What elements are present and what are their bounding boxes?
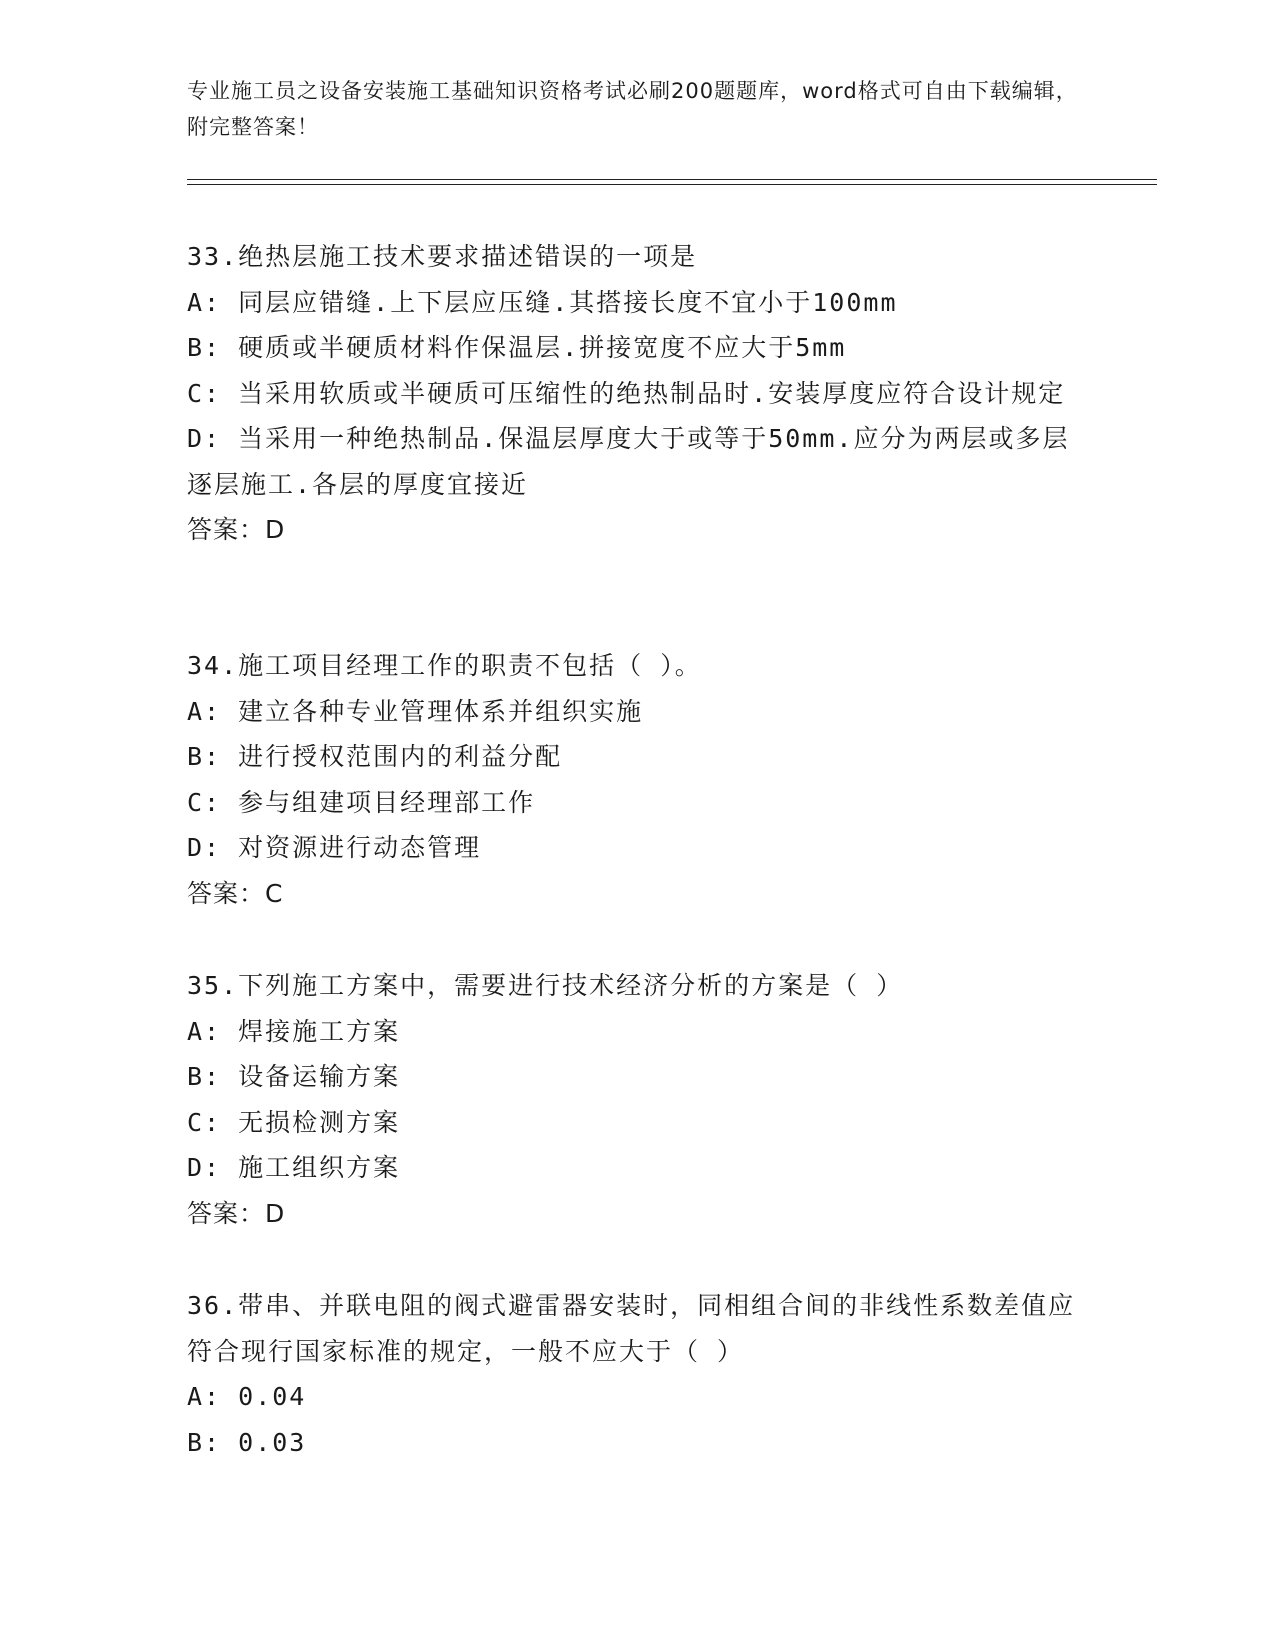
- answer: 答案：D: [187, 1198, 286, 1228]
- option-d: D: 施工组织方案: [187, 1153, 401, 1182]
- option-a: A: 焊接施工方案: [187, 1016, 401, 1046]
- option-a: A: 同层应错缝.上下层应压缝.其搭接长度不宜小于100mm: [187, 287, 898, 317]
- question-35: [187, 963, 1087, 1236]
- answer: 答案：C: [187, 878, 284, 908]
- question-stem: 36.带串、并联电阻的阀式避雷器安装时，同相组合间的非线性系数差值应符合现行国家标准的规定，一般不应大于（ ）: [187, 1291, 1076, 1366]
- option-b: B: 硬质或半硬质材料作保温层.拼接宽度不应大于5mm: [187, 333, 847, 362]
- document-header: 专业施工员之设备安装施工基础知识资格考试必刷200题题库，word格式可自由下载编辑，附完整答案！: [187, 79, 1078, 139]
- option-a: A: 0.04: [187, 1382, 307, 1411]
- header-divider-bottom: [187, 184, 1157, 185]
- option-b: B: 设备运输方案: [187, 1062, 401, 1091]
- option-d: D: 对资源进行动态管理: [187, 833, 482, 862]
- option-c: C: 无损检测方案: [187, 1107, 401, 1137]
- question-stem: 35.下列施工方案中，需要进行技术经济分析的方案是（ ）: [187, 971, 904, 1000]
- option-a: A: 建立各种专业管理体系并组织实施: [187, 696, 644, 726]
- option-b: B: 进行授权范围内的利益分配: [187, 742, 563, 771]
- question-stem: 33.绝热层施工技术要求描述错误的一项是: [187, 242, 698, 271]
- option-b: B: 0.03: [187, 1427, 307, 1457]
- question-34: [187, 643, 1087, 916]
- question-stem: 34.施工项目经理工作的职责不包括（ ）。: [187, 651, 702, 680]
- question-33: [187, 234, 1087, 553]
- header-divider-top: [187, 179, 1157, 180]
- option-c: C: 参与组建项目经理部工作: [187, 787, 536, 817]
- option-c: C: 当采用软质或半硬质可压缩性的绝热制品时.安装厚度应符合设计规定: [187, 378, 1066, 408]
- option-d: D: 当采用一种绝热制品.保温层厚度大于或等于50mm.应分为两层或多层逐层施工.各层的厚度宜接近: [187, 424, 1070, 499]
- question-36: [187, 1283, 1087, 1465]
- answer: 答案：D: [187, 515, 286, 544]
